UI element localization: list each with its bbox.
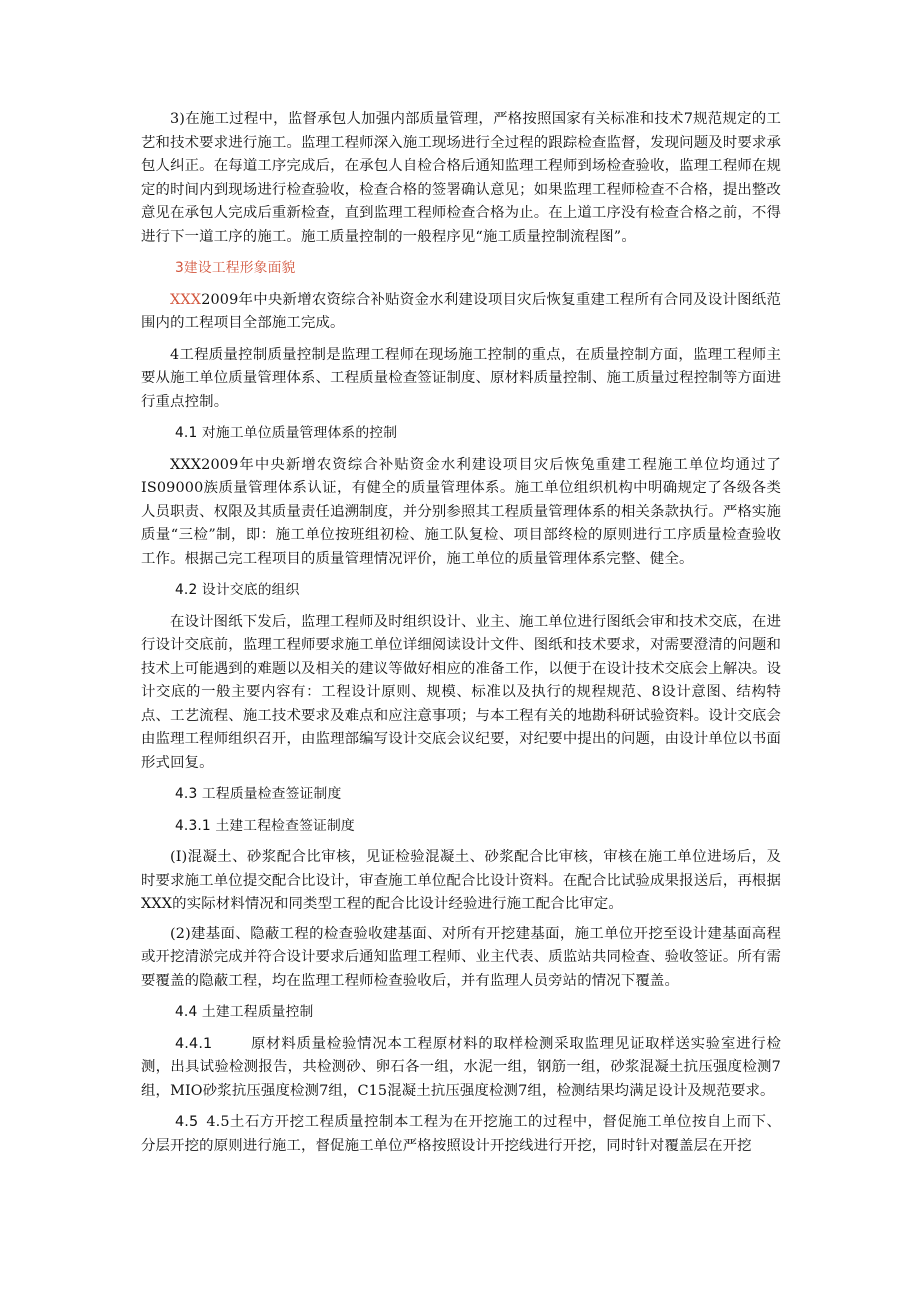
document-body <box>141 108 781 1158</box>
paragraph-excavation-text: 4.5土石方开挖工程质量控制本工程为在开挖施工的过程中，督促施工单位按自上而下、分层开挖的原则进行施工，督促施工单位严格按照设计开挖线进行开挖，同时针对覆盖层在开挖 <box>141 1114 781 1154</box>
paragraph-material-testing <box>141 1033 781 1104</box>
item-number-4-4-1: 4.4.1 <box>175 1035 213 1052</box>
paragraph-project-completion-text: 2009年中央新增农资综合补贴资金水利建设项目灾后恢复重建工程所有合同及设计图纸范围内的工程项目全部施工完成。 <box>141 291 781 331</box>
paragraph-mix-ratio: (I)混凝土、砂浆配合比审核，见证检验混凝土、砂浆配合比审核，审核在施工单位进场后，及时要求施工单位提交配合比设计，审查施工单位配合比设计资料。在配合比试验成果报送后，再根据XXX的实际材料情况和同类型工程的配合比设计经验进行施工配合比审定。 <box>141 849 781 912</box>
paragraph-quality-control: 4工程质量控制质量控制是监理工程师在现场施工控制的重点，在质量控制方面，监理工程师主要从施工单位质量管理体系、工程质量检查签证制度、原材料质量控制、施工质量过程控制等方面进行重点控制。 <box>141 346 781 410</box>
section-heading-3: 3建设工程形象面貌 <box>175 260 296 276</box>
paragraph-design-briefing: 在设计图纸下发后，监理工程师及时组织设计、业主、施工单位进行图纸会审和技术交底，在进行设计交底前，监理工程师要求施工单位详细阅读设计文件、图纸和技术要求，对需要澄清的问题和技术上可能遇到的难题以及相关的建议等做好相应的准备工作，以便于在设计技术交底会上解决。设计交底的一般主要内容有：工程设计原则、规模、标准以及执行的规程规范、8设计意图、结构特点、工艺流程、施工技术要求及难点和应注意事项；与本工程有关的地勘科研试验资料。设计交底会由监理工程师组织召开，由监理部编写设计交底会议纪要，对纪要中提出的问题，由设计单位以书面形式回复。 <box>141 613 781 771</box>
item-number-4-5: 4.5 <box>175 1114 199 1130</box>
section-heading-4-3: 4.3 工程质量检查签证制度 <box>175 786 342 802</box>
paragraph-quality-system: XXX2009年中央新增农资综合补贴资金水利建设项目灾后恢兔重建工程施工单位均通过了IS09000族质量管理体系认证，有健全的质量管理体系。施工单位组织机构中明确规定了各级各类人员职责、权限及其质量责任追溯制度，并分别参照其工程质量管理体系的相关条款执行。严格实施质量“三检”制，即：施工单位按班组初检、施工队复检、项目部终检的原则进行工序质量检查验收工作。根据己完工程项目的质量管理情况评价，施工单位的质量管理体系完整、健全。 <box>141 456 781 567</box>
paragraph-excavation <box>141 1111 781 1158</box>
paragraph-construction-supervision: 3)在施工过程中，监督承包人加强内部质量管理，严格按照国家有关标准和技术7规范规定的工艺和技术要求进行施工。监理工程师深入施工现场进行全过程的跟踪检查监督，发现问题及时要求承包人纠正。在每道工序完成后，在承包人自检合格后通知监理工程师到场检查验收，监理工程师在规定的时间内到现场进行检查验收，检查合格的签署确认意见；如果监理工程师检查不合格，提出整改意见在承包人完成后重新检查，直到监理工程师检查合格为止。在上道工序没有检查合格之前，不得进行下一道工序的施工。施工质量控制的一般程序见“施工质量控制流程图”。 <box>141 111 781 245</box>
paragraph-material-testing-text: 原材料质量检验情况本工程原材料的取样检测采取监理见证取样送实验室进行检测，出具试验检测报告，共检测砂、卵石各一组，水泥一组，钢筋一组，砂浆混凝土抗压强度检测7组，MIO砂浆抗压强度检测7组，C15混凝土抗压强度检测7组，检测结果均满足设计及规范要求。 <box>141 1035 781 1099</box>
section-heading-4-1: 4.1 对施工单位质量管理体系的控制 <box>175 425 398 441</box>
paragraph-hidden-works: (2)建基面、隐蔽工程的检查验收建基面、对所有开挖建基面，施工单位开挖至设计建基面高程或开挖清淤完成并符合设计要求后通知监理工程师、业主代表、质监站共同检查、验收签证。所有需要覆盖的隐蔽工程，均在监理工程师检查验收后，并有监理人员旁站的情况下覆盖。 <box>141 925 781 989</box>
section-heading-4-3-1: 4.3.1 土建工程检查签证制度 <box>175 817 355 834</box>
highlighted-project-name: XXX <box>170 291 202 308</box>
section-heading-4-4: 4.4 土建工程质量控制 <box>175 1004 314 1020</box>
section-heading-4-2: 4.2 设计交底的组织 <box>175 582 300 598</box>
paragraph-project-completion <box>141 289 781 336</box>
